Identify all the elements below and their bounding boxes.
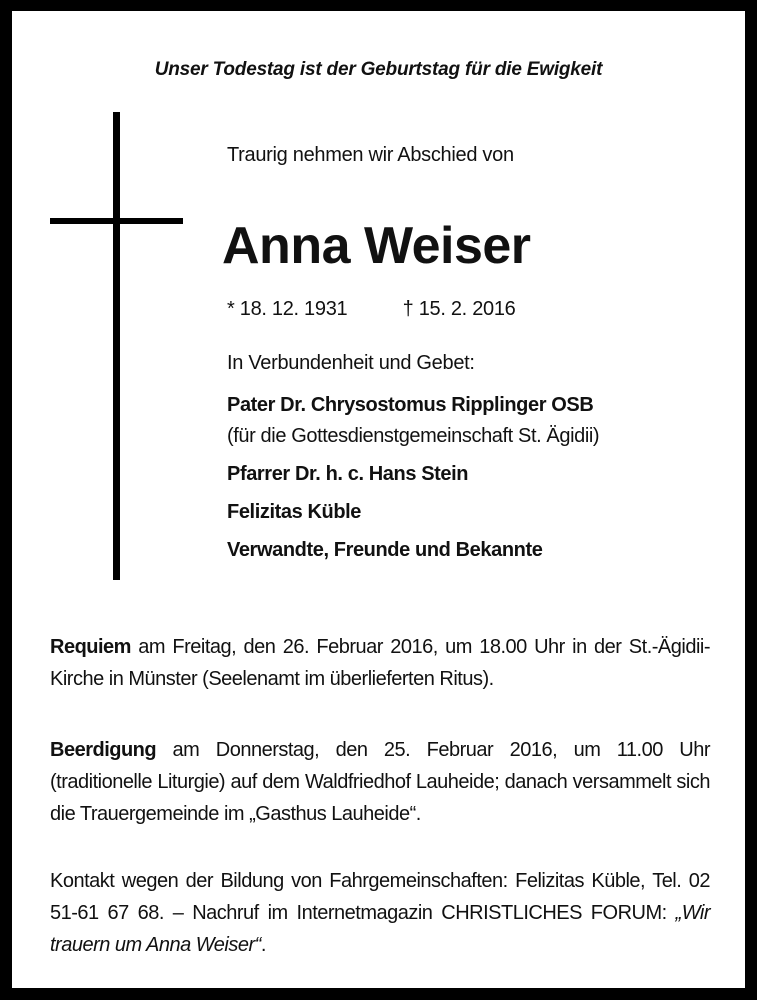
verbundenheit-text: In Verbundenheit und Gebet: [227, 352, 475, 374]
mourner: Verwandte, Freunde und Bekannte [227, 539, 543, 561]
mourner: Pater Dr. Chrysostomus Ripplinger OSB [227, 394, 594, 416]
beerdigung-text: am Donnerstag, den 25. Februar 2016, um 11.00 Uhr (traditionelle Liturgie) auf dem Waldfriedhof Lauheide; danach versammelt sich die Trauergemeinde im „Gasthus Lauheide“. [50, 739, 710, 825]
life-dates [227, 298, 697, 321]
requiem-label: Requiem [50, 636, 131, 658]
kontakt-text: Kontakt wegen der Bildung von Fahrgemeinschaften: Felizitas Küble, Tel. 02 51-61 67 68. – Nachruf im Internetmagazin CHRISTLICHES FORUM: [50, 870, 710, 924]
requiem-paragraph [50, 631, 710, 695]
mourner: Pfarrer Dr. h. c. Hans Stein [227, 463, 469, 485]
death-date: † 15. 2. 2016 [402, 298, 516, 320]
deceased-name: Anna Weiser [222, 217, 531, 275]
kontakt-paragraph [50, 865, 710, 961]
beerdigung-paragraph [50, 734, 710, 830]
beerdigung-label: Beerdigung [50, 739, 157, 761]
cross-icon [113, 112, 120, 580]
cross-icon-bar [50, 218, 183, 224]
requiem-text: am Freitag, den 26. Februar 2016, um 18.00 Uhr in der St.-Ägidii-Kirche in Münster (Seelenamt im überlieferten Ritus). [50, 636, 710, 690]
kontakt-quote: „Wir trauern um Anna Weiser“ [50, 902, 710, 956]
notice-frame [12, 11, 745, 988]
kontakt-end: . [260, 934, 266, 956]
birth-date: * 18. 12. 1931 [227, 298, 348, 320]
motto: Unser Todestag ist der Geburtstag für die Ewigkeit [154, 59, 603, 80]
mourner-note: (für die Gottesdienstgemeinschaft St. Ägidii) [227, 425, 600, 447]
mourner: Felizitas Küble [227, 501, 362, 523]
intro-text: Traurig nehmen wir Abschied von [227, 144, 514, 166]
mourners-list [227, 394, 697, 570]
